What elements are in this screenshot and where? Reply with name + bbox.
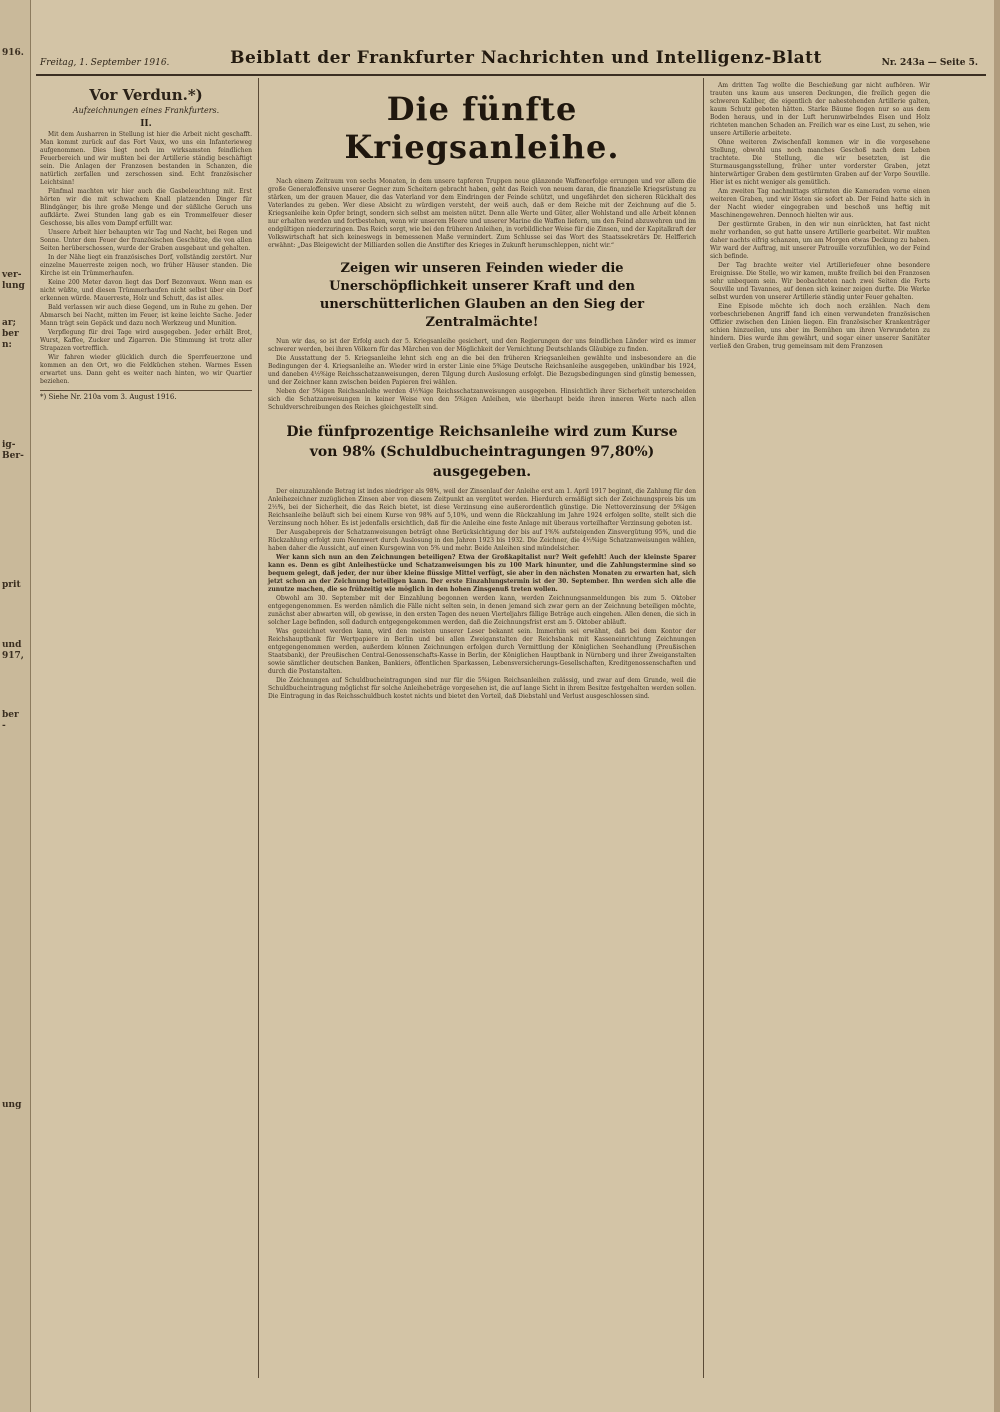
article-body	[40, 131, 252, 386]
paragraph: Neben der 5%igen Reichsanleihe werden 4½%ige Reichsschatzanweisungen ausgegeben. Hinsichtlich ihrer Sicherheit unterscheiden sich die Schatzanweisungen in keiner Weise von den 5%igen Anleihen, wie überhaupt beide ihren inneren Werte nach allen Schuldverschreibungen des Reiches gleichgestellt sind.	[268, 388, 696, 411]
paragraph: Obwohl am 30. September mit der Einzahlung begonnen werden kann, werden Zeichnungsanmeldungen bis zum 5. Oktober entgegengenommen. Es werden nämlich die Fälle nicht selten sein, in denen jemand sich zwar gern an der Zeichnung beteiligen möchte, zunächst aber abwarten will, ob gewisse, in den ersten Tagen des neuen Vierteljahrs fällige Beträge auch eingehen. Allen denen, die sich in solcher Lage befinden, soll dadurch entgegengekommen werden, daß die Zeichnungsfrist erst am 5. Oktober abläuft.	[268, 595, 696, 626]
article-headline: Vor Verdun.*)	[89, 86, 203, 104]
main-column	[268, 82, 696, 702]
paragraph: Bald verlassen wir auch diese Gegend, um in Ruhe zu gehen. Der Abmarsch bei Nacht, mitten im Feuer, ist keine leichte Sache. Jeder Mann trägt sein Gepäck und dazu noch Werkzeug und Munition.	[40, 304, 252, 327]
paragraph: Am zweiten Tag nachmittags stürmten die Kameraden vorne einen weiteren Graben, und wir lösten sie sofort ab. Der Feind hatte sich in der Nacht wieder eingegraben und beschoß uns heftig mit Maschinengewehren. Dennoch hielten wir aus.	[710, 188, 930, 219]
fold-fragment: und 917,	[2, 640, 24, 661]
paragraph: Die Ausstattung der 5. Kriegsanleihe lehnt sich eng an die bei den früheren Kriegsanleihen gewählte und insbesondere an die Bedingungen der 4. Kriegsanleihe an. Wieder wird in erster Linie eine 5%ige Deutsche Reichsanleihe ausgegeben, unkündbar bis 1924, und daneben 4½%ige Reichsschatzanweisungen, deren Tilgung durch Auslosung erfolgt. Die Bezugsbedingungen sind günstig bemessen, und der Zeichner kann zwischen beiden Papieren frei wählen.	[268, 355, 696, 386]
main-body	[268, 178, 696, 250]
paragraph: In der Nähe liegt ein französisches Dorf, vollständig zerstört. Nur einzelne Mauerreste zeigen noch, wo früher Häuser standen. Die Kirche ist ein Trümmerhaufen.	[40, 254, 252, 277]
right-column	[710, 82, 930, 352]
fold-fragment: prit	[2, 580, 21, 590]
paragraph: Mit dem Ausharren in Stellung ist hier die Arbeit nicht geschafft. Man kommt zurück auf das Fort Vaux, wo uns ein Infanterieweg aufgenommen. Dies liegt noch im wirksamsten feindlichen Feuerbereich und wir mußten bei der Artillerie ständig beschäftigt sein. Die Anlagen der Franzosen bestanden in Schanzen, die natürlich zerfallen und zerschossen sind. Echt französischer Leichtsinn!	[40, 131, 252, 186]
main-title: Die fünfte Kriegsanleihe.	[344, 90, 620, 166]
fold-fragment: ber -	[2, 710, 19, 731]
masthead	[36, 44, 986, 76]
paragraph: Fünfmal machten wir hier auch die Gasbeleuchtung mit. Erst hörten wir die mit schwachem Knall platzenden Dinger für Blindgänger, bis ihre große Menge und der süßliche Geruch uns aufklärte. Zwei Stunden lang gab es ein Trommelfeuer dieser Geschosse, bis alles vom Dampf erfüllt war.	[40, 188, 252, 227]
paragraph: Was gezeichnet werden kann, wird den meisten unserer Leser bekannt sein. Immerhin sei erwähnt, daß bei dem Kontor der Reichshauptbank für Wertpapiere in Berlin und bei allen Zweiganstalten der Reichsbank mit Kasseneinrichtung Zeichnungen entgegengenommen werden, außerdem können Zeichnungen erfolgen durch Vermittlung der Königlichen Seehandlung (Preußischen Staatsbank), der Preußischen Central-Genossenschafts-Kasse in Berlin, der Königlichen Hauptbank in Nürnberg und ihrer Zweiganstalten sowie sämtlicher deutschen Banken, Bankiers, öffentlichen Sparkassen, Lebensversicherungs-Gesellschaften, Kreditgenossenschaften und durch die Postanstalten.	[268, 628, 696, 675]
paragraph: Nun wir das, so ist der Erfolg auch der 5. Kriegsanleihe gesichert, und den Regierungen der uns feindlichen Länder wird es immer schwerer werden, bei ihren Völkern für das Märchen von der Möglichkeit der Vernichtung Deutschlands Gläubige zu finden.	[268, 338, 696, 353]
paragraph: Wir fahren wieder glücklich durch die Sperrfeuerzone und kommen an den Ort, wo die Feldküchen stehen. Warmes Essen erwartet uns. Dann geht es weiter nach hinten, wo wir Quartier beziehen.	[40, 354, 252, 385]
fold-fragment: ig- Ber-	[2, 440, 24, 461]
paragraph: Unsere Arbeit hier behaupten wir Tag und Nacht, bei Regen und Sonne. Unter dem Feuer der französischen Geschütze, die von allen Seiten herüberschossen, wurde der Graben ausgebaut und gehalten.	[40, 229, 252, 252]
fold-fragment: ung	[2, 1100, 22, 1110]
paragraph: Am dritten Tag wollte die Beschießung gar nicht aufhören. Wir trauten uns kaum aus unseren Deckungen, die freilich gegen die schweren Kaliber, die eigentlich der nahestehenden Artillerie galten, kaum Schutz geboten hätten. Starke Bäume flogen nur so aus dem Boden heraus, und in der Luft herumwirbelndes Eisen und Holz richteten manchen Schaden an. Freilich war es eine Lust, zu sehen, wie unsere Artillerie arbeitete.	[710, 82, 930, 137]
paper-title: Beiblatt der Frankfurter Nachrichten und Intelligenz-Blatt	[230, 48, 822, 68]
paragraph: Eine Episode möchte ich doch noch erzählen. Nach dem vorbeschriebenen Angriff fand ich einen verwundeten französischen Offizier zwischen den Linien liegen. Ein französischer Krankenträger schien hinzueilen, uns aber im Bemühen um ihren Verwundeten zu hindern. Dies wurde ihm gewährt, und sogar einer unserer Sanitäter verließ den Graben, trug gemeinsam mit dem Franzosen	[710, 303, 930, 350]
paragraph: Der Tag brachte weiter viel Artilleriefeuer ohne besondere Ereignisse. Die Stelle, wo wir kamen, mußte freilich bei den Franzosen sehr unbequem sein. Wir beobachteten nach zwei Seiten die Forts Souville und Tavannes, auf denen sich keiner zeigen durfte. Die Werke selbst wurden von unserer Artillerie ständig unter Feuer gehalten.	[710, 262, 930, 301]
main-body	[268, 338, 696, 412]
footnote: *) Siehe Nr. 210a vom 3. August 1916.	[40, 390, 252, 402]
paragraph: Wer kann sich nun an den Zeichnungen beteiligen? Etwa der Großkapitalist nur? Weit gefehlt! Auch der kleinste Sparer kann es. Denn es gibt Anleihestücke und Schatzanweisungen bis zu 100 Mark hinunter, und die Zahlungstermine sind so bequem gelegt, daß jeder, der nur über kleine flüssige Mittel verfügt, sie aber in den nächsten Monaten zu erwarten hat, sich jetzt schon an der Zeichnung beteiligen kann. Der erste Einzahlungstermin ist der 30. September. Ihn werden sich alle die zunutze machen, die so frühzeitig wie möglich in den hohen Zinsgenuß treten wollen.	[268, 554, 696, 593]
issue-number: Nr. 243a — Seite 5.	[881, 58, 978, 68]
paragraph: Der gestürmte Graben, in den wir nun einrückten, hat fast nicht mehr vorhanden, so gut hatte unsere Artillerie gearbeitet. Wir mußten daher nachts eifrig schanzen, um am Morgen etwas Deckung zu haben. Wir ward der Auftrag, mit unserer Patrouille vorzufühlen, wo der Feind sich befinde.	[710, 221, 930, 260]
section-number: II.	[140, 119, 152, 129]
article-subheadline: Aufzeichnungen eines Frankfurters.	[72, 106, 220, 115]
issue-date: Freitag, 1. September 1916.	[40, 58, 170, 68]
paragraph: Der einzuzahlende Betrag ist indes niedriger als 98%, weil der Zinsenlauf der Anleihe erst am 1. April 1917 beginnt, die Zahlung für den Anleihezeichner zuzüglichen Zinsen aber von diesem Zeitpunkt an vergütet werden. Hierdurch ermäßigt sich der Zeichnungspreis bis um 2½%, bei der Sicherheit, die das Reich bietet, ist diese Verzinsung eine außerordentlich günstige. Die Nettoverzinsung der 5%igen Reichsanleihe beläuft sich bei einem Kurse von 98% auf 5,10%, und wenn die Rückzahlung im Jahre 1924 erfolgen sollte, stellt sich die Verzinsung noch höher. Es ist jedenfalls ersichtlich, daß für die Anleihe eine feste Anlage mit überaus vorteilhafter Verzinsung geboten ist.	[268, 488, 696, 527]
paragraph: Der Ausgabepreis der Schatzanweisungen beträgt ohne Berücksichtigung der bis auf 1%% aufsteigenden Zinsvergütung 95%, und die Rückzahlung erfolgt zum Nennwert durch Auslosung in den Jahren 1923 bis 1932. Die Zeichner, die 4½%ige Schatzanweisungen wählen, haben daher die Aussicht, auf einen Kursgewinn von 5% und mehr. Beide Anleihen sind mündelsicher.	[268, 529, 696, 552]
fold-fragment: ver- lung	[2, 270, 25, 291]
paragraph: Nach einem Zeitraum von sechs Monaten, in dem unsere tapferen Truppen neue glänzende Waffenerfolge errungen und vor allem die große Generaloffensive unserer Gegner zum Scheitern gebracht haben, geht das Reich von neuem daran, die finanzielle Kriegsrüstung zu stärken, um der grauen Mauer, die das Vaterland vor dem Eindringen der Feinde schützt, und ungefährdet den sicheren Rückhalt des Vaterlandes zu geben. Wer diese Absicht zu würdigen versteht, der weiß auch, daß er dem Reiche mit der Zeichnung auf die 5. Kriegsanleihe kein Opfer bringt, sondern sich selbst am meisten nützt. Denn alle Werte und Güter, aller Wohlstand und alle Arbeit können nur erhalten werden und fortbestehen, wenn wir unserem Heere und unserer Marine die Waffen liefern, um den Feind abzuwehren und im endgültigen niederzuringen. Das Reich sorgt, wie bei den früheren Anleihen, in vorbildlicher Weise für die Zinsen, und der Kapitalkraft der Volkswirtschaft hat sich keineswegs in bemessenen Maße vermindert. Zum Schlusse sei das Wort des Staatssekretärs Dr. Helfferich erwähnt: „Das Bleigewicht der Milliarden sollen die Anstifter des Krieges in Zukunft herumschleppen, nicht wir.“	[268, 178, 696, 249]
previous-page-fold	[0, 0, 31, 1412]
article-continuation	[710, 82, 930, 351]
column-divider	[258, 78, 259, 1378]
fold-issue-fragment: 916.	[2, 48, 24, 58]
left-column	[40, 82, 252, 402]
main-subheading: Zeigen wir unseren Feinden wieder die Unerschöpflichkeit unserer Kraft und den unerschütterlichen Glauben an den Sieg der Zentralmächte!	[319, 261, 645, 330]
paragraph: Keine 200 Meter davon liegt das Dorf Bezonvaux. Wenn man es nicht wüßte, und diesen Trümmerhaufen nicht selbst über ein Dorf erkennen würde. Mauerreste, Holz und Schutt, das ist alles.	[40, 279, 252, 302]
paragraph: Die Zeichnungen auf Schuldbucheintragungen sind nur für die 5%igen Reichsanleihen zulässig, und zwar auf dem Grunde, weil die Schuldbucheintragung möglichst für solche Anleihebeträge vorgesehen ist, die auf lange Sicht in ihrem Besitze festgehalten werden sollen. Die Eintragung in das Reichsschuldbuch kostet nichts und bietet den Vorteil, daß Diebstahl und Verlust ausgeschlossen sind.	[268, 677, 696, 700]
paragraph: Verpflegung für drei Tage wird ausgegeben. Jeder erhält Brot, Wurst, Kaffee, Zucker und Zigarren. Die Stimmung ist trotz aller Strapazen vortrefflich.	[40, 329, 252, 352]
fold-fragment: ar; ber n:	[2, 318, 19, 350]
main-subheading: Die fünfprozentige Reichsanleihe wird zum Kurse von 98% (Schuldbucheintragungen 97,80%) ausgegeben.	[286, 424, 678, 480]
paragraph: Ohne weiteren Zwischenfall kommen wir in die vorgesehene Stellung, obwohl uns noch manches Geschoß nach dem Leben trachtete. Die Stellung, die wir besetzten, ist die Sturmausgangsstellung, früher unter vorderster Graben, jetzt hinterwärtiger Graben dem gestürmten Graben auf der Vorpo Souville. Hier ist es nicht weniger als gemütlich.	[710, 139, 930, 186]
page-edge	[994, 0, 1000, 1412]
main-body	[268, 488, 696, 701]
column-divider	[703, 78, 704, 1378]
